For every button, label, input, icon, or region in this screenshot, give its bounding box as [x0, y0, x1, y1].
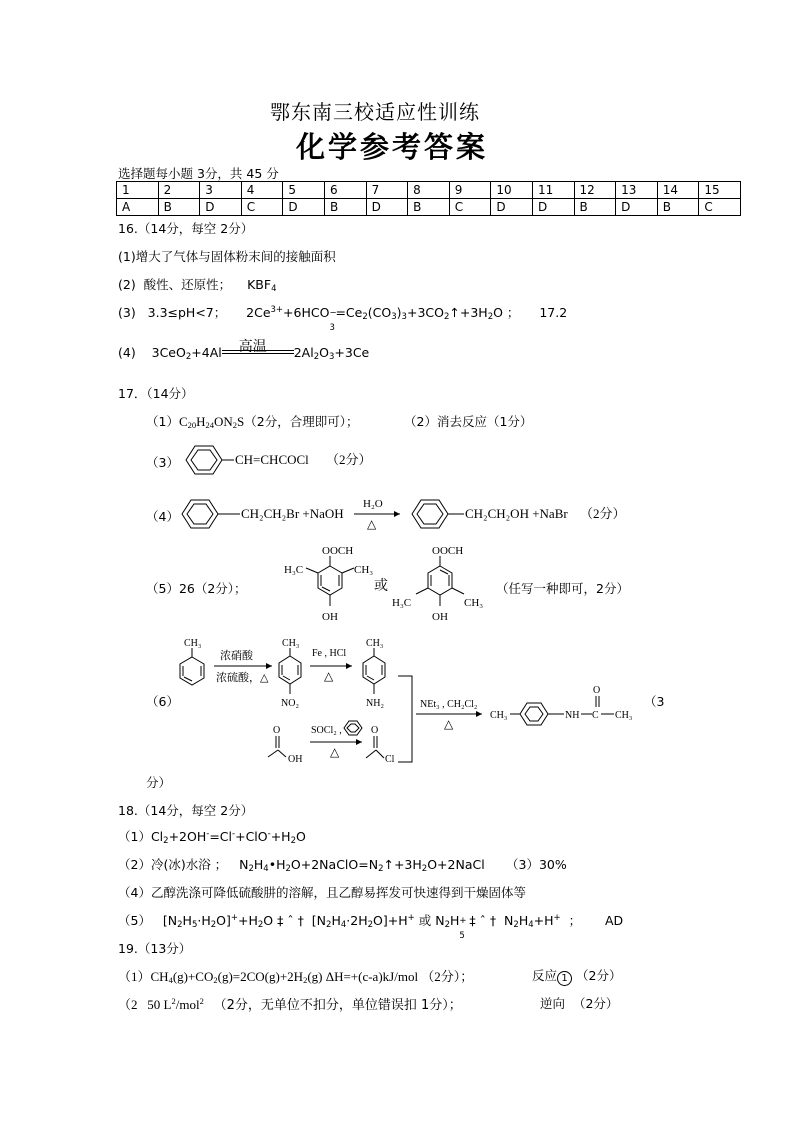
svg-text:NO₂: NO₂	[281, 698, 299, 709]
delta-symbol: △	[367, 517, 377, 531]
q18-a5-answer: AD	[604, 913, 624, 928]
q16-a3-value: 17.2	[539, 305, 568, 320]
question-number-cell: 5	[283, 182, 325, 199]
answer-cell: C	[699, 199, 741, 216]
product-acetamide	[490, 685, 632, 725]
isomer-1	[284, 545, 373, 623]
q17-a5-note: （任写一种即可，2分）	[496, 581, 629, 596]
answer-cell: B	[574, 199, 616, 216]
question-number-cell: 9	[449, 182, 491, 199]
q16-answer-3	[118, 303, 568, 333]
q19-answer-2: （2 50 $L^2/mol^2$ （2分，无单位不扣分，单位错误扣 1分）；	[118, 996, 462, 1013]
q16-answer-2	[118, 275, 276, 294]
answer-cell: C	[241, 199, 283, 216]
reagent-socl2: SOCl₂ ,	[311, 725, 342, 736]
reagent-net3: NEt₃ , CH₂Cl₂	[420, 699, 478, 710]
svg-text:CH₃: CH₃	[184, 638, 202, 649]
answer-cell: A	[117, 199, 159, 216]
q18-a5-eq2: $[N_2H_4\cdot 2H_2O]+H^+$	[311, 913, 415, 930]
answer-cell: B	[657, 199, 699, 216]
school-title: 鄂东南三校适应性训练	[270, 100, 480, 124]
q18-answer-5: （5） $[N_2H_5\cdot H_2O]^++H_2O$ ‡ ˆ † $[N_2H_4\cdot 2H_2O]+H^+$ 或 $N_2H$ + 5 ‡ ˆ † $N_2H_4+H^+$ ； AD	[118, 913, 624, 941]
q16-answer-4	[118, 339, 370, 362]
svg-text:O: O	[371, 725, 379, 736]
q17-a5-structures	[270, 542, 500, 626]
question-number-cell: 7	[366, 182, 408, 199]
formate-group: OOCH	[432, 545, 464, 557]
q19-answer-1: $(1)CH_4(g)+CO_2(g)=2CO(g)+2H_2(g)$ ΔH=+(c-a)kJ/mol （2分）；	[118, 969, 474, 985]
methyl-left: H₃C	[392, 597, 412, 609]
equilibrium-mark: ‡ ˆ †	[277, 913, 304, 928]
q17-a4-left: CH₂CH₂Br +NaOH	[241, 506, 344, 521]
svg-text:△: △	[330, 745, 340, 759]
q18-answer-1: $(1)Cl_2+2OH^-=Cl^-+ClO^-+H_2O$	[118, 829, 306, 846]
svg-text:△: △	[324, 669, 334, 683]
question-number-cell: 13	[616, 182, 658, 199]
q19-heading: 19.（13分）	[118, 941, 192, 956]
answer-number-row	[117, 182, 741, 199]
svg-text:CH₃: CH₃	[615, 710, 633, 721]
svg-text:OH: OH	[288, 754, 303, 765]
q17-a6-score-a: （3	[644, 694, 665, 709]
q17-formula: $C_{20}H_{24}ON_2S$	[178, 414, 245, 430]
q17-a3-label: （3）	[146, 455, 179, 470]
answer-cell: D	[491, 199, 533, 216]
q18-a5-eq1: $[N_2H_5\cdot H_2O]^++H_2O$	[162, 913, 274, 930]
svg-text:NH₂: NH₂	[366, 698, 384, 709]
q18-a2-equation: $N_2H_4•H_2O+2NaClO=N_2↑+3H_2O+2NaCl$	[239, 857, 485, 874]
answer-cell: B	[324, 199, 366, 216]
answer-cell: C	[449, 199, 491, 216]
nitrotoluene	[279, 638, 301, 709]
question-number-cell: 10	[491, 182, 533, 199]
isomer-2	[392, 545, 483, 623]
answer-cell: B	[408, 199, 450, 216]
question-number-cell: 12	[574, 182, 616, 199]
svg-text:NH: NH	[565, 710, 580, 721]
q17-answer-1: $(1)C_{20}H_{24}ON_2S(2$分，合理即可）；	[146, 414, 359, 430]
answer-table	[116, 181, 741, 216]
reagent-fe-hcl: Fe , HCl	[312, 648, 347, 659]
q16-answer-1: (1)增大了气体与固体粉末间的接触面积	[118, 249, 336, 264]
svg-text:CH₃: CH₃	[366, 638, 384, 649]
answer-cell: D	[366, 199, 408, 216]
q18-a5-eq3: $N_2H$ + 5	[435, 913, 467, 941]
svg-text:CH₃: CH₃	[282, 638, 300, 649]
question-number-cell: 15	[699, 182, 741, 199]
question-number-cell: 6	[324, 182, 366, 199]
svg-text:O: O	[593, 685, 601, 696]
benzene-icon	[344, 721, 362, 735]
svg-text:C: C	[592, 710, 599, 721]
equilibrium-mark: ‡ ˆ †	[469, 913, 497, 928]
question-number-cell: 14	[657, 182, 699, 199]
acetic-acid	[268, 725, 302, 765]
methyl-left: H₃C	[284, 564, 304, 576]
q16-a4-right: $2Al_2O_3+3Ce$	[293, 345, 370, 362]
reagent-nitric: 浓硝酸	[220, 650, 253, 662]
question-number-cell: 4	[241, 182, 283, 199]
q18-answer-3: （3）30%	[506, 857, 567, 872]
hydroxyl: OH	[322, 611, 338, 623]
q17-a6-route	[170, 632, 670, 770]
q16-a4-left: 3CeO$_2$+4Al	[151, 345, 222, 362]
q17-a4-reaction	[176, 492, 646, 536]
reagent-sulfuric: 浓硫酸，△	[216, 672, 269, 684]
mcq-header: 选择题每小题 3分，共 45 分	[118, 166, 279, 181]
question-number-cell: 11	[532, 182, 574, 199]
q19-answer-2b: 逆向 （2分）	[540, 996, 619, 1011]
q16-a2-text: 酸性、还原性；	[143, 277, 232, 292]
question-number-cell: 2	[158, 182, 200, 199]
q17-a4-label: （4）	[146, 509, 179, 524]
q18-answer-4: （4）乙醇洗涤可降低硫酸肼的溶解，且乙醇易挥发可快速得到干燥固体等	[118, 885, 526, 900]
svg-text:△: △	[444, 717, 454, 731]
answer-cell: D	[532, 199, 574, 216]
answer-cell: D	[616, 199, 658, 216]
circled-number: 1	[557, 971, 572, 986]
answer-cell: D	[283, 199, 325, 216]
acetyl-chloride	[366, 725, 395, 765]
answer-cell: B	[158, 199, 200, 216]
toluidine	[363, 638, 385, 709]
q18-a5-eq4: $N_2H_4+H^+$	[504, 913, 561, 930]
formate-group: OOCH	[322, 545, 354, 557]
page-title: 化学参考答案	[296, 130, 489, 164]
q17-a5-or: 或	[374, 579, 388, 594]
q18-heading: 18.（14分，每空 2分）	[118, 803, 254, 818]
benzene-ring	[186, 446, 222, 474]
q17-a4-score: （2分）	[580, 506, 626, 521]
q17-a6-score-b: 分）	[146, 775, 172, 790]
q16-a2-label: (2)	[118, 277, 136, 292]
q18-answer-2: （2）冷(冰)水浴 ； $N_2H_4•H_2O+2NaClO=N_2↑+3H_2O+2NaCl$	[118, 857, 485, 874]
q17-a4-condition: H₂O	[363, 498, 383, 510]
svg-text:CH₃: CH₃	[490, 710, 508, 721]
question-number-cell: 3	[200, 182, 242, 199]
hydroxyl: OH	[432, 611, 448, 623]
svg-text:O: O	[273, 725, 281, 736]
q17-a3-score: （2分）	[326, 452, 372, 467]
q16-a4-arrow: 高温	[222, 347, 294, 357]
q16-a2-salt: $KBF_4$	[247, 277, 277, 294]
answer-cell: D	[200, 199, 242, 216]
q17-a4-right: CH₂CH₂OH +NaBr	[465, 506, 568, 521]
q17-heading: 17．（14分）	[118, 386, 194, 401]
benzene-ring	[182, 500, 218, 528]
benzene-ring	[412, 500, 448, 528]
q19-answer-1b: 反应 1 （2分）	[532, 968, 622, 984]
q17-a3-structure	[176, 440, 416, 480]
toluene	[180, 638, 204, 685]
q17-a3-group: CH=CHCOCl	[235, 452, 309, 467]
question-number-cell: 8	[408, 182, 450, 199]
q17-a5-label: （5）26（2分）；	[146, 581, 247, 596]
q16-a4-label: (4)	[118, 345, 136, 360]
q18-a5-or: 或	[418, 913, 432, 928]
q17-answer-2: （2）消去反应（1分）	[404, 414, 533, 429]
methyl-right: CH₃	[354, 564, 374, 576]
methyl-right: CH₃	[464, 597, 484, 609]
q16-a3-equation: $2Ce^{3+}+6HCO$ − 3 $=Ce_2(CO_3)_3+3CO_2↑+3H_2O$ ；	[246, 305, 520, 333]
q16-a3-label: (3)	[118, 305, 136, 320]
q16-heading: 16.（14分，每空 2分）	[118, 221, 254, 236]
q16-a3-ph: 3.3≤pH<7；	[147, 305, 227, 320]
answer-key-row	[117, 199, 741, 216]
q17-a6-label: （6）	[146, 694, 179, 709]
question-number-cell: 1	[117, 182, 159, 199]
svg-text:Cl: Cl	[385, 754, 395, 765]
